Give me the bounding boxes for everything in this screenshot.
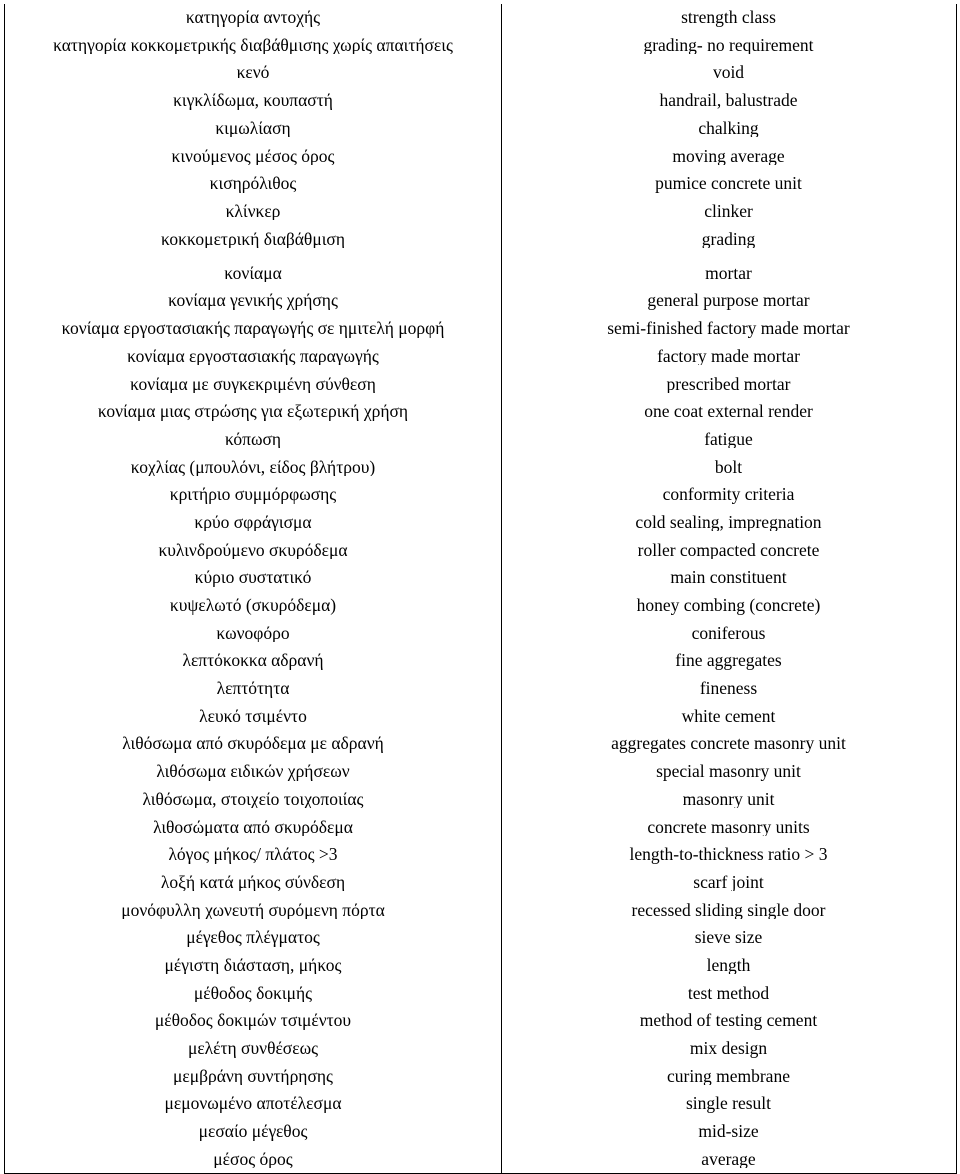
glossary-row — [5, 454, 956, 482]
glossary-row — [5, 4, 956, 32]
greek-term: λευκό τσιμέντο — [199, 707, 307, 726]
english-term: aggregates concrete masonry unit — [611, 735, 846, 753]
english-term: moving average — [672, 147, 785, 166]
english-term: pumice concrete unit — [655, 175, 802, 193]
glossary-row — [5, 620, 956, 648]
greek-term: κονίαμα — [224, 264, 282, 283]
greek-term: κοκκομετρική διαβάθμιση — [161, 230, 345, 249]
english-term: conformity criteria — [662, 486, 795, 504]
glossary-row — [5, 1035, 956, 1063]
greek-term: μέθοδος δοκιμής — [193, 984, 313, 1003]
english-term: masonry unit — [682, 790, 775, 809]
english-term: coniferous — [691, 624, 766, 643]
english-term: mortar — [705, 264, 752, 283]
english-term: general purpose mortar — [647, 292, 810, 310]
glossary-row — [5, 198, 956, 226]
greek-term: μέσος όρος — [213, 1150, 293, 1169]
glossary-row — [5, 730, 956, 758]
english-term: honey combing (concrete) — [636, 597, 821, 615]
english-term: mid-size — [698, 1123, 759, 1141]
glossary-table — [4, 4, 957, 1174]
greek-term: μεμβράνη συντήρησης — [173, 1067, 333, 1086]
english-term: handrail, balustrade — [659, 92, 798, 110]
english-term: main constituent — [670, 569, 787, 587]
english-term: roller compacted concrete — [637, 541, 820, 560]
english-term: void — [712, 64, 745, 82]
glossary-row — [5, 1146, 956, 1174]
glossary-row — [5, 703, 956, 731]
greek-term: κονίαμα εργοστασιακής παραγωγής — [127, 347, 379, 366]
glossary-row — [5, 260, 956, 288]
glossary-row — [5, 343, 956, 371]
glossary-row — [5, 592, 956, 620]
english-term: chalking — [698, 119, 759, 138]
english-term: method of testing cement — [639, 1012, 818, 1030]
english-term: semi-finished factory made mortar — [607, 320, 850, 338]
greek-term: κιγκλίδωμα, κουπαστή — [173, 92, 333, 110]
english-term: sieve size — [694, 929, 763, 947]
greek-term: κιμωλίαση — [215, 119, 291, 138]
glossary-row — [5, 115, 956, 143]
greek-term: κονίαμα μιας στρώσης για εξωτερική χρήση — [97, 403, 409, 421]
glossary-row — [5, 1118, 956, 1146]
greek-term: κοχλίας (μπουλόνι, είδος βλήτρου) — [130, 458, 376, 477]
greek-term: μονόφυλλη χωνευτή συρόμενη πόρτα — [121, 901, 385, 920]
glossary-row — [5, 537, 956, 565]
greek-term: κατηγορία αντοχής — [185, 9, 321, 27]
greek-term: μέθοδος δοκιμών τσιμέντου — [154, 1012, 352, 1030]
english-term: curing membrane — [667, 1067, 790, 1086]
glossary-row — [5, 647, 956, 675]
glossary-row — [5, 370, 956, 398]
english-term: average — [701, 1150, 756, 1169]
glossary-row — [5, 59, 956, 87]
english-term: white cement — [681, 707, 776, 726]
greek-term: κυψελωτό (σκυρόδεμα) — [169, 597, 337, 615]
glossary-row — [5, 564, 956, 592]
english-term: clinker — [704, 202, 753, 221]
english-term: one coat external render — [644, 403, 813, 421]
english-term: special masonry unit — [656, 763, 801, 781]
greek-term: κλίνκερ — [225, 202, 281, 221]
greek-term: κατηγορία κοκκομετρικής διαβάθμισης χωρίς απαιτήσεις — [53, 36, 453, 55]
greek-term: μεμονωμένο αποτέλεσμα — [164, 1095, 342, 1113]
glossary-row — [5, 897, 956, 925]
glossary-row — [5, 813, 956, 841]
english-term: concrete masonry units — [647, 818, 810, 837]
glossary-row — [5, 481, 956, 509]
greek-term: κυλινδρούμενο σκυρόδεμα — [158, 541, 348, 560]
greek-term: κονίαμα γενικής χρήσης — [168, 292, 338, 310]
greek-term: λιθοσώματα από σκυρόδεμα — [153, 818, 353, 837]
greek-term: κινούμενος μέσος όρος — [171, 147, 335, 166]
glossary-row — [5, 87, 956, 115]
glossary-row — [5, 758, 956, 786]
glossary-row — [5, 786, 956, 814]
greek-term: λιθόσωμα ειδικών χρήσεων — [156, 763, 350, 781]
greek-term: κόπωση — [224, 430, 282, 449]
glossary-row — [5, 1090, 956, 1118]
glossary-row — [5, 509, 956, 537]
glossary-row — [5, 924, 956, 952]
glossary-row — [5, 398, 956, 426]
glossary-row — [5, 841, 956, 869]
english-term: bolt — [714, 458, 743, 477]
glossary-row — [5, 170, 956, 198]
english-term: single result — [685, 1095, 772, 1113]
english-term: length-to-thickness ratio > 3 — [629, 846, 828, 864]
greek-term: λιθόσωμα από σκυρόδεμα με αδρανή — [122, 735, 384, 753]
glossary-row — [5, 32, 956, 60]
greek-term: λιθόσωμα, στοιχείο τοιχοποιίας — [142, 790, 364, 809]
glossary-row — [5, 980, 956, 1008]
english-term: mix design — [689, 1040, 768, 1058]
greek-term: λόγος μήκος/ πλάτος >3 — [168, 846, 338, 864]
greek-term: κύριο συστατικό — [194, 569, 312, 587]
english-term: fatigue — [704, 430, 753, 449]
english-term: strength class — [681, 9, 776, 27]
greek-term: κριτήριο συμμόρφωσης — [169, 486, 337, 504]
english-term: cold sealing, impregnation — [635, 513, 822, 532]
greek-term: κρύο σφράγισμα — [194, 513, 312, 532]
greek-term: κωνοφόρο — [216, 624, 290, 643]
english-term: grading — [701, 230, 756, 249]
glossary-row — [5, 287, 956, 315]
greek-term: μελέτη συνθέσεως — [187, 1040, 319, 1058]
glossary-row — [5, 226, 956, 254]
english-term: recessed sliding single door — [631, 901, 826, 920]
column-divider — [501, 4, 502, 1173]
english-term: fineness — [699, 680, 758, 698]
english-term: grading- no requirement — [643, 36, 814, 55]
english-term: fine aggregates — [675, 652, 782, 670]
greek-term: μεσαίο μέγεθος — [198, 1123, 308, 1141]
greek-term: λεπτότητα — [216, 680, 290, 698]
greek-term: κενό — [236, 64, 270, 82]
glossary-row — [5, 1007, 956, 1035]
greek-term: κισηρόλιθος — [209, 175, 297, 193]
glossary-row — [5, 869, 956, 897]
glossary-row — [5, 426, 956, 454]
glossary-row — [5, 675, 956, 703]
glossary-row — [5, 952, 956, 980]
glossary-row — [5, 142, 956, 170]
greek-term: λεπτόκοκκα αδρανή — [182, 652, 324, 670]
english-term: factory made mortar — [657, 347, 800, 366]
greek-term: μέγεθος πλέγματος — [186, 929, 320, 947]
english-term: prescribed mortar — [666, 375, 791, 394]
english-term: scarf joint — [693, 873, 764, 892]
glossary-row — [5, 315, 956, 343]
glossary-row — [5, 1063, 956, 1091]
english-term: test method — [687, 984, 770, 1003]
greek-term: κονίαμα εργοστασιακής παραγωγής σε ημιτελή μορφή — [61, 320, 445, 338]
greek-term: λοξή κατά μήκος σύνδεση — [160, 873, 346, 892]
greek-term: κονίαμα με συγκεκριμένη σύνθεση — [130, 375, 376, 394]
greek-term: μέγιστη διάσταση, μήκος — [164, 956, 342, 975]
english-term: length — [706, 956, 751, 975]
